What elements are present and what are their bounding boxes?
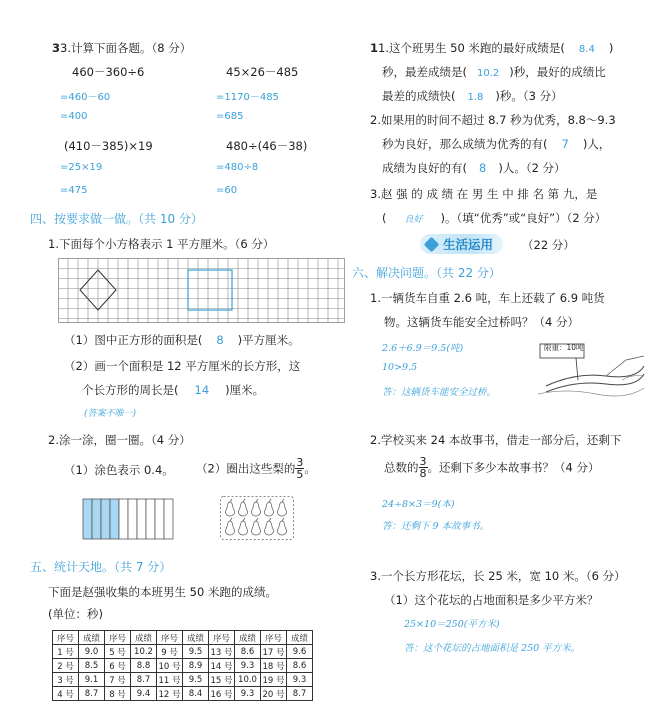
table-header-cell: 序号 bbox=[209, 631, 235, 645]
r-q2-line2: 秒为良好，那么成绩为优秀的有( 7 )人， bbox=[382, 137, 611, 151]
s6-q3-sub: （1）这个花坛的占地面积是多少平方米？ bbox=[384, 593, 599, 607]
s4-q1-1-answer: 8 bbox=[216, 333, 224, 347]
s4-q1-2-line1: （2）画一个面积是 12 平方厘米的长方形，这 bbox=[64, 359, 301, 373]
s4-q2-2: （2）圈出这些梨的 $\frac{3}{5}$ 。 bbox=[196, 456, 316, 481]
r-q2-answer2: 8 bbox=[479, 161, 487, 175]
table-header-cell: 成绩 bbox=[183, 631, 209, 645]
pear-icon bbox=[225, 521, 234, 535]
table-header-cell: 成绩 bbox=[287, 631, 313, 645]
table-cell: 9.0 bbox=[79, 645, 105, 659]
table-cell: 8.6 bbox=[287, 659, 313, 673]
pear-stem bbox=[230, 518, 232, 521]
table-cell: 15 号 bbox=[209, 673, 235, 687]
table-cell: 8.6 bbox=[235, 645, 261, 659]
s4-q1-note: (答案不唯一) bbox=[84, 409, 137, 419]
s6-q2-line2: 总数的 $\frac{3}{8}$ 。还剩下多少本故事书？（4 分） bbox=[384, 455, 600, 480]
pear-icon bbox=[225, 502, 234, 516]
pear-icon bbox=[264, 502, 273, 516]
table-cell: 9 号 bbox=[157, 645, 183, 659]
r-q3-line1: 3.赵 强 的 成 绩 在 男 生 中 排 名 第 九，是 bbox=[370, 187, 598, 201]
pear-icon bbox=[264, 521, 273, 535]
calc-3-step2: =475 bbox=[60, 185, 88, 196]
pear-stem bbox=[256, 499, 258, 502]
r-q1-answer1: 8.4 bbox=[578, 44, 595, 55]
table-row bbox=[53, 687, 313, 701]
unshaded-strip bbox=[128, 499, 137, 539]
pear-stem bbox=[282, 518, 284, 521]
table-cell: 10.0 bbox=[235, 673, 261, 687]
calc-3-expr: (410－385)×19 bbox=[64, 139, 153, 153]
s6-q1-line2: 物。这辆货车能安全过桥吗？（4 分） bbox=[384, 315, 579, 329]
s6-q1-line1: 1.一辆货车自重 2.6 吨，车上还载了 6.9 吨货 bbox=[370, 291, 605, 305]
r-q3-line2: ( 良好 )。（填“优秀”或“良好”）（2 分） bbox=[382, 211, 607, 225]
shaded-strip bbox=[101, 499, 110, 539]
table-cell: 9.3 bbox=[235, 687, 261, 701]
s4-q1-2-answer: 14 bbox=[194, 383, 210, 397]
calc-4-step1: =480÷8 bbox=[216, 162, 259, 173]
s4-q1-1: （1）图中正方形的面积是( 8 )平方厘米。 bbox=[64, 333, 300, 347]
pear-icon bbox=[251, 521, 260, 535]
table-cell: 3 号 bbox=[53, 673, 79, 687]
table-header-row bbox=[53, 631, 313, 645]
pear-icon bbox=[238, 521, 247, 535]
calc-4-expr: 480÷(46－38) bbox=[226, 139, 308, 153]
unshaded-strip bbox=[137, 499, 146, 539]
score-table bbox=[52, 630, 313, 701]
s6-q3-line1: 3.一个长方形花坛，长 25 米，宽 10 米。（6 分） bbox=[370, 569, 626, 583]
s4-q2-title: 2.涂一涂，圈一圈。（4 分） bbox=[48, 433, 191, 447]
table-cell: 1 号 bbox=[53, 645, 79, 659]
table-cell: 7 号 bbox=[105, 673, 131, 687]
s6-q3-step1: 25×10＝250(平方米) bbox=[404, 619, 500, 630]
shaded-strip bbox=[92, 499, 101, 539]
s6-q2-answer: 答：还剩下 9 本故事书。 bbox=[382, 521, 490, 532]
pear-stem bbox=[256, 518, 258, 521]
table-cell: 8.4 bbox=[183, 687, 209, 701]
table-cell: 9.1 bbox=[79, 673, 105, 687]
calc-2-step1: =1170－485 bbox=[216, 92, 279, 103]
calc-2-step2: =685 bbox=[216, 111, 244, 122]
table-cell: 9.5 bbox=[183, 645, 209, 659]
table-cell: 19 号 bbox=[261, 673, 287, 687]
table-cell: 16 号 bbox=[209, 687, 235, 701]
table-cell: 6 号 bbox=[105, 659, 131, 673]
s6-q3-answer: 答：这个花坛的占地面积是 250 平方米。 bbox=[404, 643, 581, 654]
pears-box bbox=[220, 496, 294, 540]
r-q1-line3: 最差的成绩快( 1.8 )秒。（3 分） bbox=[382, 89, 563, 103]
table-cell: 12 号 bbox=[157, 687, 183, 701]
table-cell: 9.4 bbox=[131, 687, 157, 701]
s4-q2-1: （1）涂色表示 0.4。 bbox=[64, 463, 174, 477]
pear-stem bbox=[230, 499, 232, 502]
pear-stem bbox=[243, 499, 245, 502]
q3-title-text: 3.计算下面各题。（8 分） bbox=[60, 41, 192, 55]
table-cell: 8.9 bbox=[183, 659, 209, 673]
calc-1-step2: =400 bbox=[60, 111, 88, 122]
banner-label: 生活运用 bbox=[443, 237, 494, 252]
s6-q1-answer: 答：这辆货车能安全过桥。 bbox=[382, 387, 497, 398]
s6-q1-step2: 10>9.5 bbox=[382, 362, 418, 373]
s6-q2-step1: 24÷8×3＝9(本) bbox=[382, 499, 455, 510]
tenths-bar bbox=[82, 498, 176, 540]
table-cell: 9.6 bbox=[287, 645, 313, 659]
r-q2-line1: 2.如果用的时间不超过 8.7 秒为优秀，8.8～9.3 bbox=[370, 113, 616, 127]
weight-limit-sign: 限重：10吨 bbox=[544, 343, 584, 352]
table-cell: 2 号 bbox=[53, 659, 79, 673]
banner-score: （22 分） bbox=[522, 238, 575, 252]
table-cell: 20 号 bbox=[261, 687, 287, 701]
table-cell: 8.7 bbox=[131, 673, 157, 687]
table-cell: 8.8 bbox=[131, 659, 157, 673]
cube-icon bbox=[424, 236, 440, 252]
s5-intro: 下面是赵强收集的本班男生 50 米跑的成绩。 bbox=[48, 585, 277, 599]
table-cell: 11 号 bbox=[157, 673, 183, 687]
table-header-cell: 序号 bbox=[53, 631, 79, 645]
pear-icon bbox=[238, 502, 247, 516]
square-grid bbox=[58, 258, 346, 324]
table-cell: 10 号 bbox=[157, 659, 183, 673]
unshaded-strip bbox=[119, 499, 128, 539]
drawn-rectangle bbox=[188, 270, 232, 310]
table-cell: 18 号 bbox=[261, 659, 287, 673]
calc-4-step2: =60 bbox=[216, 185, 238, 196]
pear-icon bbox=[277, 521, 286, 535]
life-application-banner bbox=[420, 234, 503, 254]
table-cell: 8.7 bbox=[79, 687, 105, 701]
table-header-cell: 成绩 bbox=[131, 631, 157, 645]
r-q3-answer: 良好 bbox=[404, 215, 423, 225]
r-q2-answer1: 7 bbox=[561, 137, 569, 151]
calc-2-expr: 45×26－485 bbox=[226, 65, 299, 79]
fraction-three-eighths: $\frac{3}{8}$ bbox=[419, 455, 427, 480]
table-cell: 9.3 bbox=[235, 659, 261, 673]
table-cell: 17 号 bbox=[261, 645, 287, 659]
s4-q1-2-line2: 个长方形的周长是( 14 )厘米。 bbox=[82, 383, 265, 397]
r-q1-answer3: 1.8 bbox=[467, 92, 484, 103]
table-cell: 8.7 bbox=[287, 687, 313, 701]
r-q2-line3: 成绩为良好的有( 8 )人。（2 分） bbox=[382, 161, 566, 175]
r-q1-line2: 秒，最差成绩是( 10.2 )秒，最好的成绩比 bbox=[382, 65, 606, 79]
table-header-cell: 序号 bbox=[157, 631, 183, 645]
s6-q1-step1: 2.6＋6.9＝9.5(吨) bbox=[382, 343, 464, 354]
pear-icon bbox=[251, 502, 260, 516]
pear-stem bbox=[243, 518, 245, 521]
unshaded-strip bbox=[146, 499, 155, 539]
s6-q2-line1: 2.学校买来 24 本故事书，借走一部分后，还剩下 bbox=[370, 433, 622, 447]
pear-stem bbox=[269, 518, 271, 521]
table-cell: 13 号 bbox=[209, 645, 235, 659]
shaded-strip bbox=[83, 499, 92, 539]
table-cell: 10.2 bbox=[131, 645, 157, 659]
table-cell: 9.5 bbox=[183, 673, 209, 687]
table-header-cell: 成绩 bbox=[79, 631, 105, 645]
pear-stem bbox=[282, 499, 284, 502]
table-header-cell: 序号 bbox=[261, 631, 287, 645]
table-header-cell: 成绩 bbox=[235, 631, 261, 645]
section-6-title: 六、解决问题。（共 22 分） bbox=[352, 266, 501, 280]
table-cell: 14 号 bbox=[209, 659, 235, 673]
table-cell: 9.3 bbox=[287, 673, 313, 687]
table-header-cell: 序号 bbox=[105, 631, 131, 645]
calc-1-expr: 460－360÷6 bbox=[72, 65, 145, 79]
q3-title: 33.计算下面各题。（8 分） bbox=[52, 41, 192, 55]
shaded-strip bbox=[110, 499, 119, 539]
r-q1-line1: 11.这个班男生 50 米跑的最好成绩是( 8.4 ) bbox=[370, 41, 614, 55]
table-row bbox=[53, 645, 313, 659]
calc-3-step1: =25×19 bbox=[60, 162, 103, 173]
pear-stem bbox=[269, 499, 271, 502]
section-4-title: 四、按要求做一做。（共 10 分） bbox=[30, 212, 203, 226]
fraction-three-fifths: $\frac{3}{5}$ bbox=[296, 456, 304, 481]
table-cell: 5 号 bbox=[105, 645, 131, 659]
table-cell: 4 号 bbox=[53, 687, 79, 701]
table-cell: 8 号 bbox=[105, 687, 131, 701]
score-table-wrap bbox=[52, 630, 313, 701]
pear-icon bbox=[277, 502, 286, 516]
calc-1-step1: =460－60 bbox=[60, 92, 111, 103]
section-5-title: 五、统计天地。（共 7 分） bbox=[30, 560, 172, 574]
table-row bbox=[53, 673, 313, 687]
r-q1-answer2: 10.2 bbox=[477, 68, 500, 79]
s4-q1-title: 1.下面每个小方格表示 1 平方厘米。（6 分） bbox=[48, 237, 275, 251]
unshaded-strip bbox=[164, 499, 173, 539]
table-row bbox=[53, 659, 313, 673]
table-cell: 8.5 bbox=[79, 659, 105, 673]
s5-unit: (单位：秒) bbox=[48, 607, 103, 621]
unshaded-strip bbox=[155, 499, 164, 539]
